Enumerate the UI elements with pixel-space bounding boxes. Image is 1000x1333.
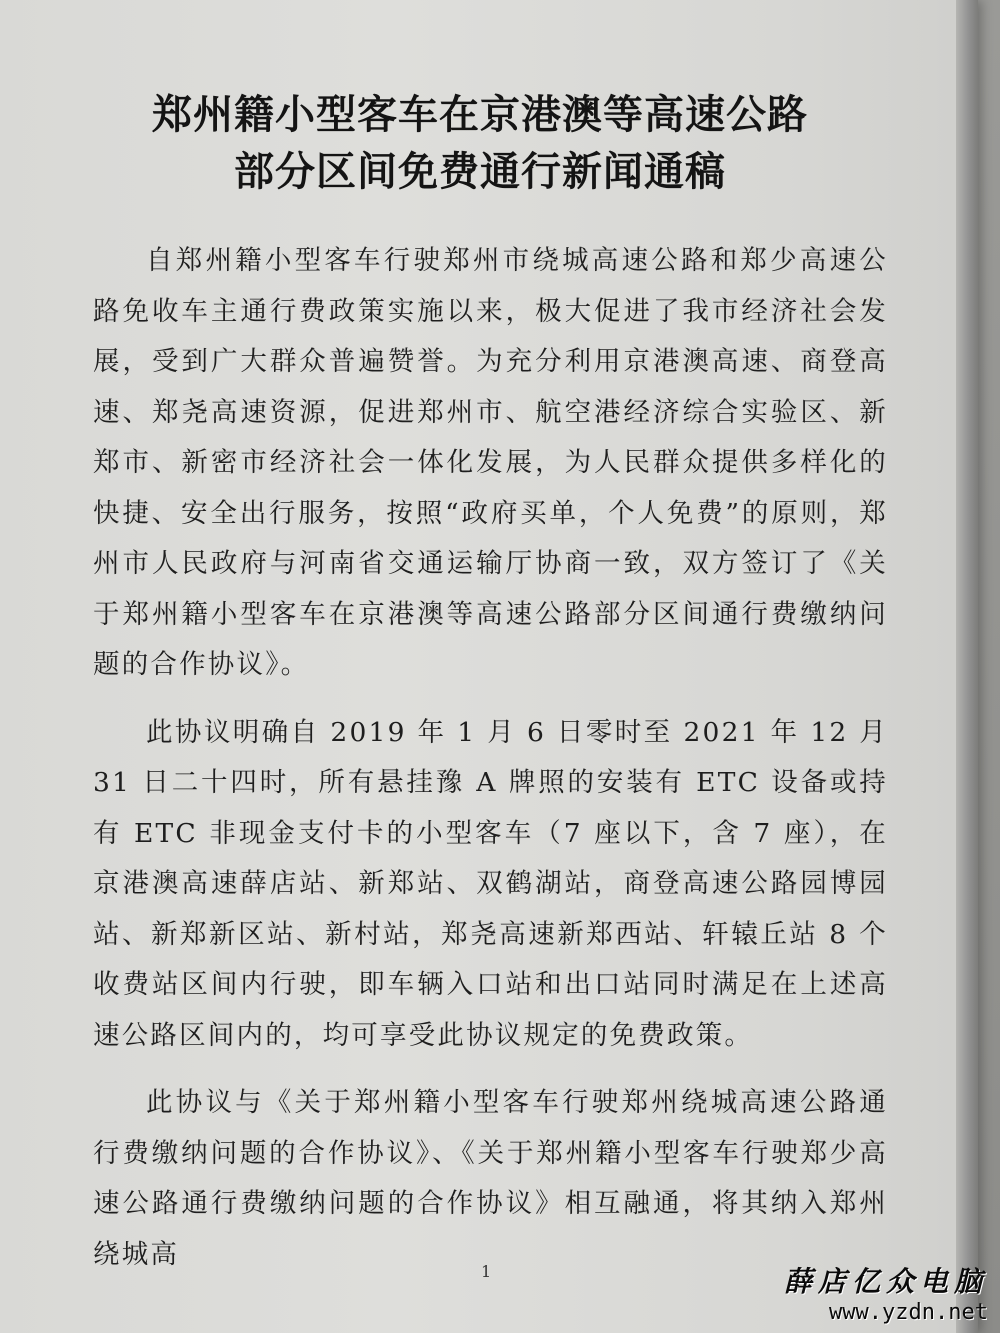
document-title-line-1: 郑州籍小型客车在京港澳等高速公路 [152,91,808,138]
paragraph-2: 此协议明确自 2019 年 1 月 6 日零时至 2021 年 12 月 31 日二十四时，所有悬挂豫 A 牌照的安装有 ETC 设备或持有 ETC 非现金支付卡的小型客车（7 座以下，含 7 座），在京港澳高速薛店站、新郑站、双鹤湖站，商登高速公路园博园站、新郑新区站、新村站，郑尧高速新郑西站、轩辕丘站 8 个收费站区间内行驶，即车辆入口站和出口站同时满足在上述高速公路区间内的，均可享受此协议规定的免费政策。 [93,716,888,1051]
document-body [93,236,888,1297]
paragraph-3: 此协议与《关于郑州籍小型客车行驶郑州绕城高速公路通行费缴纳问题的合作协议》、《关于郑州籍小型客车行驶郑少高速公路通行费缴纳问题的合作协议》相互融通，将其纳入郑州绕城高 [93,1087,888,1270]
watermark [784,1260,988,1325]
watermark-url: www.yzdn.net [829,1300,988,1325]
document-title-line-2: 部分区间免费通行新闻通稿 [234,148,726,195]
watermark-name: 薛店亿众电脑 [783,1265,988,1298]
page-number: 1 [481,1262,492,1281]
paragraph-1: 自郑州籍小型客车行驶郑州市绕城高速公路和郑少高速公路免收车主通行费政策实施以来，极大促进了我市经济社会发展，受到广大群众普遍赞誉。为充分利用京港澳高速、商登高速、郑尧高速资源，促进郑州市、航空港经济综合实验区、新郑市、新密市经济社会一体化发展，为人民群众提供多样化的快捷、安全出行服务，按照“政府买单，个人免费”的原则，郑州市人民政府与河南省交通运输厅协商一致，双方签订了《关于郑州籍小型客车在京港澳等高速公路部分区间通行费缴纳问题的合作协议》。 [93,245,888,680]
paper-edge-shadow [956,0,978,1333]
